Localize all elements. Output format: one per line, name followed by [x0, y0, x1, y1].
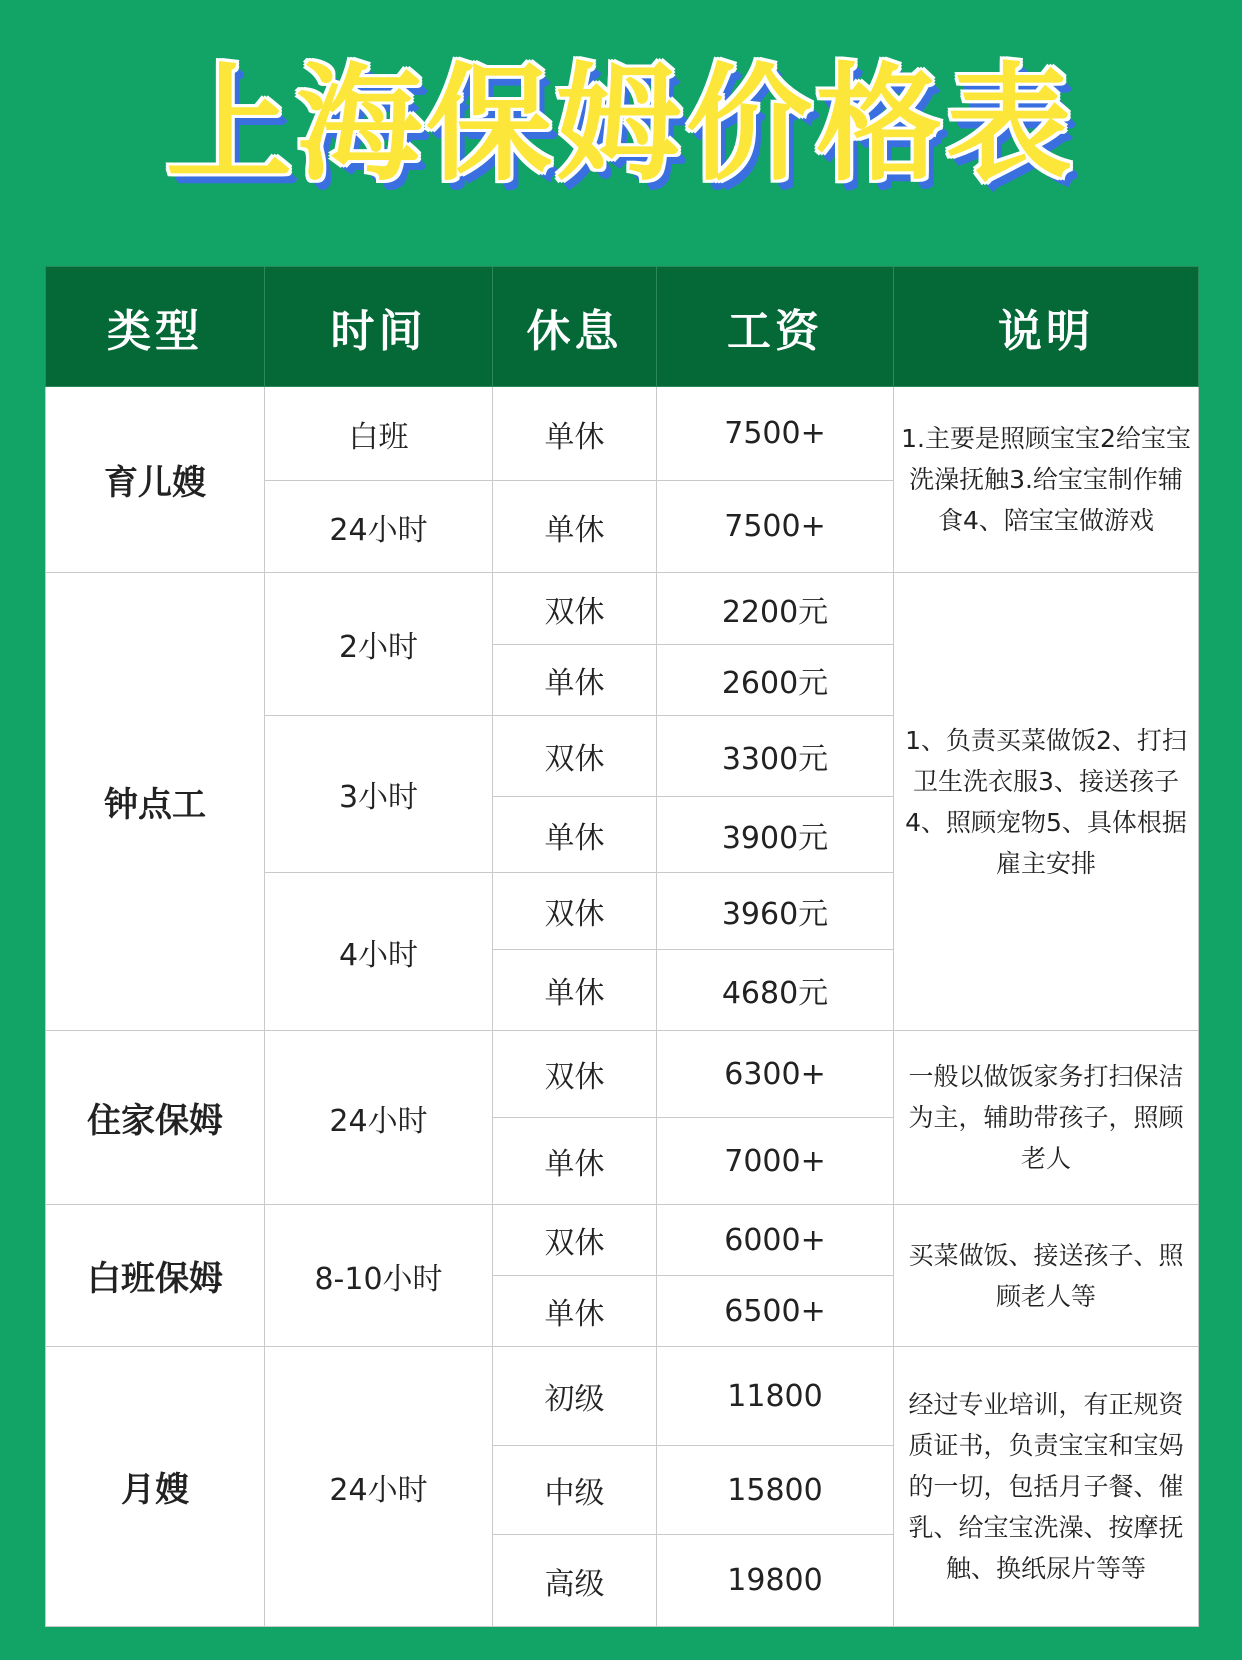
- rest-cell: 双休: [493, 573, 657, 645]
- wage-cell: 15800: [657, 1446, 894, 1535]
- time-cell: 24小时: [265, 1347, 493, 1627]
- time-cell: 4小时: [265, 873, 493, 1031]
- time-cell: 24小时: [265, 1031, 493, 1205]
- wage-cell: 6000+: [657, 1205, 894, 1276]
- table-row: [46, 387, 1199, 481]
- wage-cell: 3960元: [657, 873, 894, 950]
- description-cell: 1.主要是照顾宝宝2给宝宝洗澡抚触3.给宝宝制作辅食4、陪宝宝做游戏: [894, 387, 1199, 573]
- type-cell: 白班保姆: [46, 1205, 265, 1347]
- rest-cell: 单休: [493, 950, 657, 1031]
- rest-cell: 双休: [493, 1205, 657, 1276]
- rest-cell: 高级: [493, 1535, 657, 1627]
- wage-cell: 3300元: [657, 716, 894, 797]
- wage-cell: 6300+: [657, 1031, 894, 1118]
- type-cell: 育儿嫂: [46, 387, 265, 573]
- description-cell: 经过专业培训，有正规资质证书，负责宝宝和宝妈的一切，包括月子餐、催乳、给宝宝洗澡、按摩抚触、换纸尿片等等: [894, 1347, 1199, 1627]
- type-cell: 月嫂: [46, 1347, 265, 1627]
- wage-cell: 6500+: [657, 1276, 894, 1347]
- wage-cell: 4680元: [657, 950, 894, 1031]
- time-cell: 白班: [265, 387, 493, 481]
- rest-cell: 双休: [493, 873, 657, 950]
- time-cell: 24小时: [265, 481, 493, 573]
- description-cell: 一般以做饭家务打扫保洁为主，辅助带孩子，照顾老人: [894, 1031, 1199, 1205]
- wage-cell: 7500+: [657, 481, 894, 573]
- wage-cell: 2200元: [657, 573, 894, 645]
- rest-cell: 单休: [493, 481, 657, 573]
- table-row: [46, 1205, 1199, 1276]
- wage-cell: 7500+: [657, 387, 894, 481]
- header-wage: 工资: [657, 267, 894, 387]
- header-type: 类型: [46, 267, 265, 387]
- wage-cell: 11800: [657, 1347, 894, 1446]
- rest-cell: 初级: [493, 1347, 657, 1446]
- description-cell: 买菜做饭、接送孩子、照顾老人等: [894, 1205, 1199, 1347]
- rest-cell: 双休: [493, 1031, 657, 1118]
- type-cell: 钟点工: [46, 573, 265, 1031]
- rest-cell: 单休: [493, 1276, 657, 1347]
- type-cell: 住家保姆: [46, 1031, 265, 1205]
- time-cell: 2小时: [265, 573, 493, 716]
- description-cell: 1、负责买菜做饭2、打扫卫生洗衣服3、接送孩子4、照顾宠物5、具体根据雇主安排: [894, 573, 1199, 1031]
- table-row: [46, 573, 1199, 645]
- wage-cell: 7000+: [657, 1118, 894, 1205]
- table-row: [46, 1031, 1199, 1118]
- header-time: 时间: [265, 267, 493, 387]
- price-table: [45, 266, 1199, 1627]
- table-row: [46, 1347, 1199, 1446]
- rest-cell: 单休: [493, 387, 657, 481]
- header-description: 说明: [894, 267, 1199, 387]
- wage-cell: 2600元: [657, 645, 894, 716]
- header-rest: 休息: [493, 267, 657, 387]
- rest-cell: 单休: [493, 797, 657, 873]
- time-cell: 3小时: [265, 716, 493, 873]
- rest-cell: 中级: [493, 1446, 657, 1535]
- time-cell: 8-10小时: [265, 1205, 493, 1347]
- rest-cell: 单休: [493, 645, 657, 716]
- rest-cell: 双休: [493, 716, 657, 797]
- rest-cell: 单休: [493, 1118, 657, 1205]
- page-title: 上海保姆价格表: [166, 51, 1076, 198]
- wage-cell: 3900元: [657, 797, 894, 873]
- table-header-row: [46, 267, 1199, 387]
- wage-cell: 19800: [657, 1535, 894, 1627]
